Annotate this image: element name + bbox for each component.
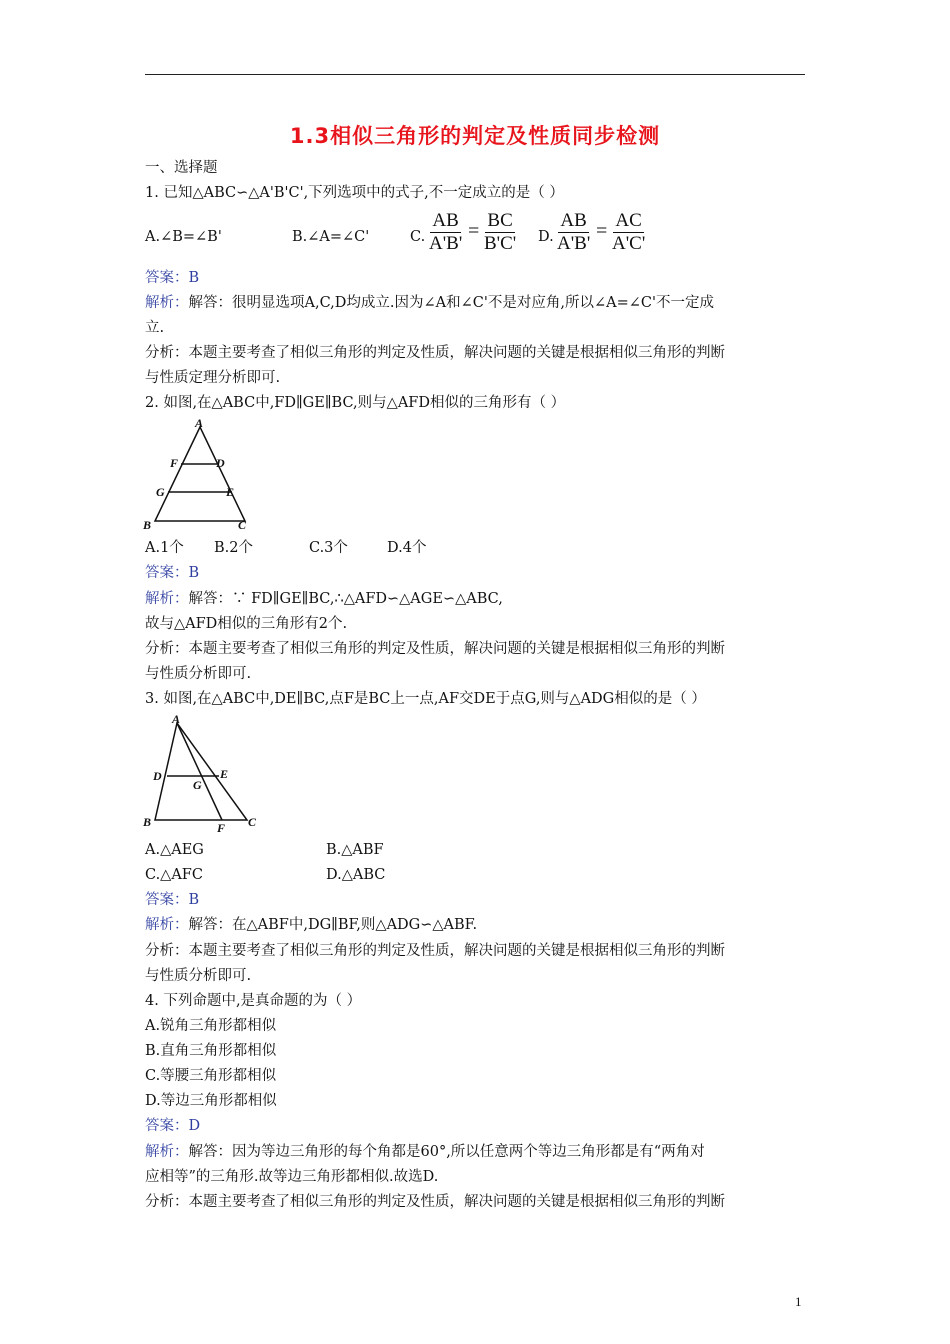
label-a: A	[172, 712, 181, 726]
label-b: B	[143, 518, 152, 532]
label-f: F	[217, 821, 226, 835]
q3-option-b: B.△ABF	[326, 842, 384, 858]
q3-stem: 3. 如图,在△ABC中,DE∥BC,点F是BC上一点,AF交DE于点G,则与△ADG相似的是（ ）	[145, 691, 706, 707]
q4-option-c: C.等腰三角形都相似	[145, 1068, 277, 1084]
fraction-numerator: AB	[432, 210, 459, 231]
q1-d-fraction-1	[557, 210, 590, 255]
label-d: D	[153, 769, 162, 783]
label-d: D	[216, 456, 225, 470]
label-e: E	[220, 767, 229, 781]
triangle-abc	[155, 427, 245, 521]
label-f: F	[170, 456, 179, 470]
q1-c-fraction-1	[429, 210, 462, 255]
fraction-denominator: A'B'	[429, 233, 463, 254]
q2-stem: 2. 如图,在△ABC中,FD∥GE∥BC,则与△AFD相似的三角形有（ ）	[145, 395, 566, 411]
q1-d-equals: =	[596, 220, 608, 242]
q1-c-fraction-2	[484, 210, 516, 255]
label-b: B	[143, 815, 152, 829]
q2-triangle-figure	[140, 413, 260, 535]
fraction-denominator: A'B'	[557, 233, 591, 254]
q1-note-line1: 分析：本题主要考查了相似三角形的判定及性质，解决问题的关键是根据相似三角形的判断	[145, 345, 725, 361]
fraction-denominator: A'C'	[612, 233, 646, 254]
q3-analysis-line1: 解析：	[145, 917, 189, 933]
q4-stem: 4. 下列命题中,是真命题的为（ ）	[145, 993, 362, 1009]
q2-analysis: 解析：解答：∵ FD∥GE∥BC,∴△AFD∽△AGE∽△ABC,	[145, 591, 503, 607]
q4-option-a: A.锐角三角形都相似	[145, 1018, 277, 1034]
q2-option-b: B.2个	[214, 540, 253, 556]
q4-analysis-line2: 应相等”的三角形.故等边三角形都相似.故选D.	[145, 1169, 439, 1185]
label-g: G	[156, 485, 165, 499]
q3-answer: 答案：B	[145, 892, 200, 908]
q3-note-line2: 与性质分析即可.	[145, 968, 252, 984]
q4-answer: 答案：D	[145, 1118, 201, 1134]
q3-note-line1: 分析：本题主要考查了相似三角形的判定及性质，解决问题的关键是根据相似三角形的判断	[145, 943, 725, 959]
q1-option-c-label: C.	[410, 229, 426, 245]
q4-analysis: 解析：解答：因为等边三角形的每个角都是60°,所以任意两个等边三角形都是有“两角对	[145, 1144, 705, 1160]
label-e: E	[226, 485, 235, 499]
q1-d-fraction-2	[612, 210, 645, 255]
q2-answer: 答案：B	[145, 565, 200, 581]
q4-option-b: B.直角三角形都相似	[145, 1043, 277, 1059]
fraction-numerator: AB	[560, 210, 587, 231]
q3-option-d: D.△ABC	[326, 867, 386, 883]
page-number: 1	[795, 1294, 802, 1309]
label-c: C	[248, 815, 257, 829]
q1-answer: 答案：B	[145, 270, 200, 286]
segment-af	[177, 723, 222, 820]
header-rule	[145, 74, 805, 75]
q2-option-c: C.3个	[309, 540, 348, 556]
q4-option-d: D.等边三角形都相似	[145, 1093, 277, 1109]
q1-analysis-line2: 立.	[145, 320, 165, 336]
q4-note-line1: 分析：本题主要考查了相似三角形的判定及性质，解决问题的关键是根据相似三角形的判断	[145, 1194, 725, 1210]
label-g: G	[193, 778, 202, 792]
q1-stem: 1. 已知△ABC∽△A'B'C',下列选项中的式子,不一定成立的是（ ）	[145, 185, 564, 201]
label-a: A	[195, 416, 204, 430]
fraction-denominator: B'C'	[484, 233, 517, 254]
q1-option-b: B.∠A=∠C'	[292, 229, 370, 245]
q1-analysis-line1: 解析：	[145, 295, 189, 311]
fraction-numerator: BC	[487, 210, 513, 231]
q3-option-a: A.△AEG	[145, 842, 204, 858]
q2-option-a: A.1个	[145, 540, 184, 556]
q4-analysis-line1: 解析：	[145, 1144, 189, 1160]
q3-analysis: 解析：解答：在△ABF中,DG∥BF,则△ADG∽△ABF.	[145, 917, 478, 933]
q1-option-d-label: D.	[538, 229, 554, 245]
q2-option-d: D.4个	[387, 540, 427, 556]
section-heading: 一、选择题	[145, 160, 218, 176]
label-c: C	[238, 518, 247, 532]
q2-analysis-line1: 解析：	[145, 591, 189, 607]
q2-note-line2: 与性质分析即可.	[145, 666, 252, 682]
q1-note-line2: 与性质定理分析即可.	[145, 370, 281, 386]
fraction-numerator: AC	[615, 210, 642, 231]
q1-option-a: A.∠B=∠B'	[145, 229, 222, 245]
q1-analysis: 解析：解答：很明显选项A,C,D均成立.因为∠A和∠C'不是对应角,所以∠A=∠C'不一定成	[145, 295, 714, 311]
q1-c-equals: =	[468, 220, 480, 242]
q3-option-c: C.△AFC	[145, 867, 203, 883]
q2-analysis-line2: 故与△AFD相似的三角形有2个.	[145, 616, 348, 632]
q2-note-line1: 分析：本题主要考查了相似三角形的判定及性质，解决问题的关键是根据相似三角形的判断	[145, 641, 725, 657]
q3-triangle-figure	[140, 710, 270, 836]
page-title: 1.3相似三角形的判定及性质同步检测	[289, 124, 661, 148]
triangle-abc	[155, 723, 247, 820]
